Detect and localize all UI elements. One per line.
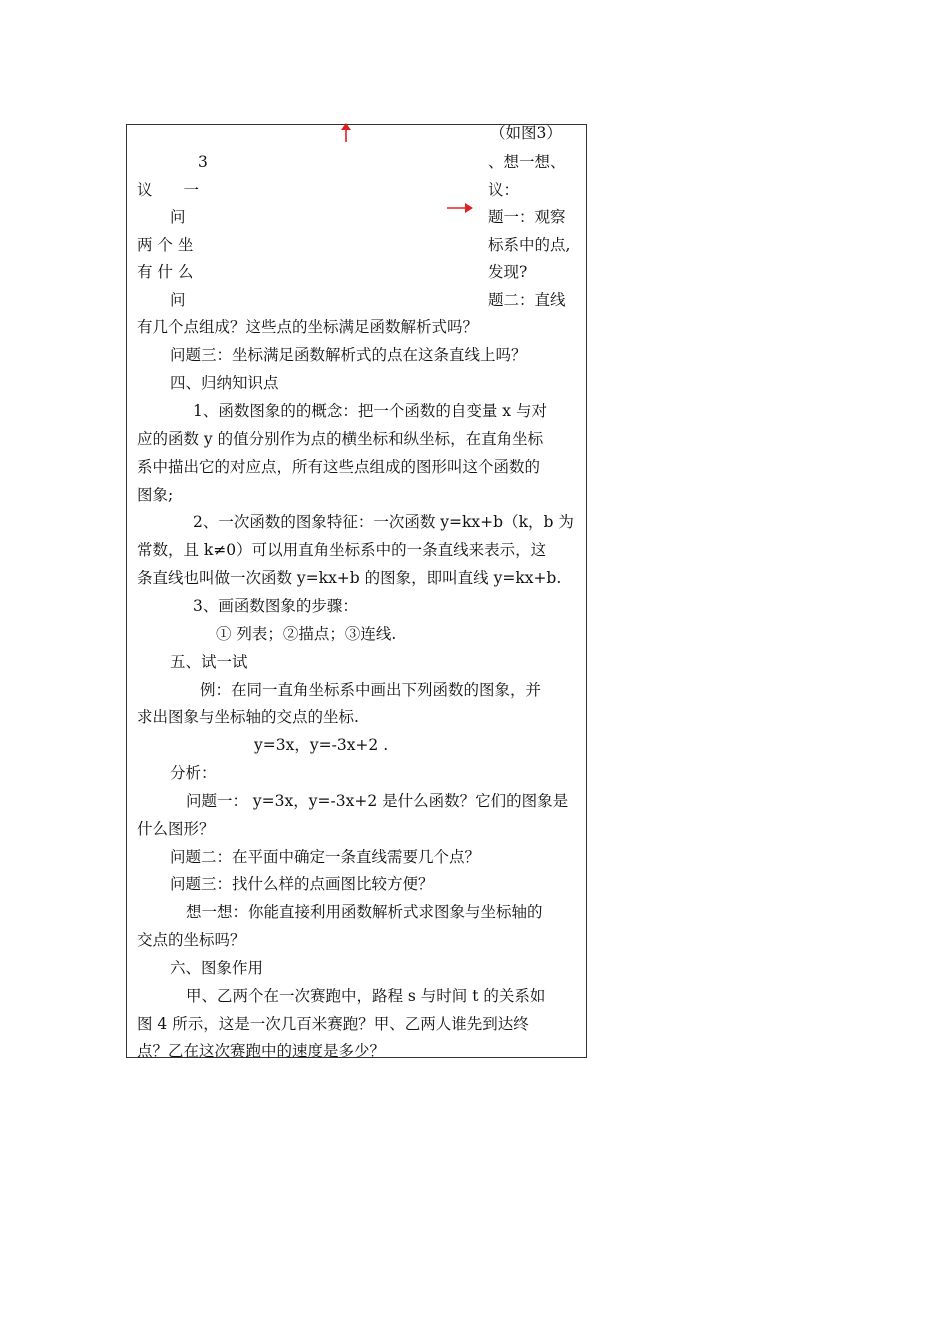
body-line: 有几个点组成？这些点的坐标满足函数解析式吗？ — [137, 318, 479, 336]
body-line: 想一想：你能直接利用函数解析式求图象与坐标轴的 — [186, 903, 543, 921]
right-col-line-5: 发现? — [488, 263, 528, 281]
body-line: 分析： — [170, 764, 217, 782]
body-line: 点？乙在这次赛跑中的速度是多少？ — [137, 1042, 386, 1060]
up-arrow-icon — [339, 123, 353, 143]
body-line: 例：在同一直角坐标系中画出下列函数的图象，并 — [200, 681, 542, 699]
body-line: 问题三：坐标满足函数解析式的点在这条直线上吗？ — [170, 346, 527, 364]
section-heading: 五、试一试 — [170, 653, 248, 671]
left-col-line-2: 问 — [170, 208, 186, 226]
body-line: 图象; — [137, 486, 174, 504]
left-col-line-3: 两 个 坐 — [137, 236, 194, 254]
body-line: 3、画函数图象的步骤： — [193, 597, 358, 615]
right-arrow-icon — [447, 201, 473, 215]
body-line: 应的函数 y 的值分别作为点的横坐标和纵坐标，在直角坐标 — [137, 430, 544, 448]
body-line: 图 4 所示，这是一次几百米赛跑？甲、乙两人谁先到达终 — [137, 1015, 529, 1033]
body-line: 什么图形？ — [137, 820, 215, 838]
right-col-line-2: 议： — [488, 181, 520, 199]
left-col-line-5: 问 — [170, 291, 186, 309]
body-line: 2、一次函数的图象特征：一次函数 y=kx+b（k，b 为 — [193, 513, 574, 531]
body-line: 问题二：在平面中确定一条直线需要几个点？ — [170, 848, 481, 866]
body-line: 甲、乙两个在一次赛跑中，路程 s 与时间 t 的关系如 — [186, 987, 546, 1005]
right-col-line-6: 题二：直线 — [488, 291, 566, 309]
right-col-line-4: 标系中的点, — [488, 236, 571, 254]
body-line: 问题三：找什么样的点画图比较方便？ — [170, 875, 434, 893]
right-col-line-1: 、想一想、 — [488, 153, 566, 171]
body-line: 问题一： y=3x，y=-3x+2 是什么函数？它们的图象是 — [186, 792, 569, 810]
body-line: 条直线也叫做一次函数 y=kx+b 的图象，即叫直线 y=kx+b. — [137, 569, 562, 587]
right-col-line-3: 题一：观察 — [488, 208, 566, 226]
body-line: 求出图象与坐标轴的交点的坐标. — [137, 708, 359, 726]
body-line: 1、函数图象的的概念：把一个函数的自变量 x 与对 — [193, 402, 547, 420]
figure-caption: （如图3） — [490, 124, 562, 142]
body-line: 系中描出它的对应点，所有这些点组成的图形叫这个函数的 — [137, 458, 541, 476]
section-heading: 四、归纳知识点 — [170, 374, 279, 392]
left-col-line-1: 议 一 — [137, 181, 200, 199]
left-col-line-4: 有 什 么 — [137, 263, 194, 281]
left-col-number: 3 — [198, 153, 208, 171]
body-line: ① 列表；②描点；③连线. — [216, 625, 397, 643]
section-heading: 六、图象作用 — [170, 959, 264, 977]
body-line: 常数，且 k≠0）可以用直角坐标系中的一条直线来表示，这 — [137, 541, 547, 559]
formula-line: y=3x，y=-3x+2 . — [254, 736, 389, 754]
body-line: 交点的坐标吗？ — [137, 931, 246, 949]
